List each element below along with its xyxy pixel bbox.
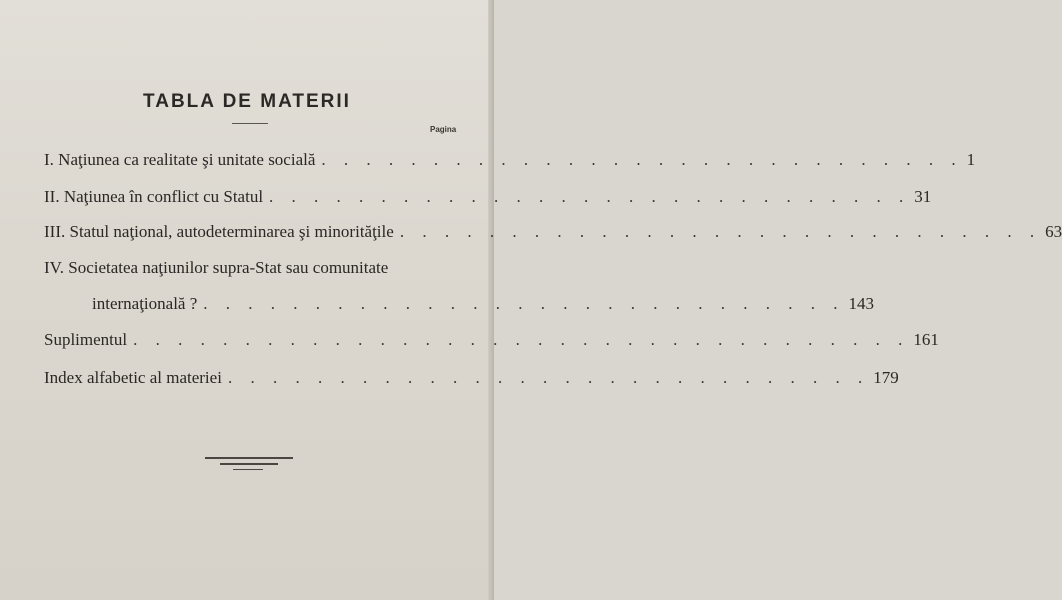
toc-entry-4-line-2: [92, 294, 875, 314]
toc-entry-5: [44, 330, 939, 350]
dot-leader: . . . . . . . . . . . . . . . . . . . . . . . . . . . . . . . . . . .: [133, 330, 910, 349]
toc-entry-title: Index alfabetic al materiei: [44, 368, 222, 387]
toc-entry-page: 143: [848, 294, 875, 313]
dot-leader: . . . . . . . . . . . . . . . . . . . . . . . . . . . . .: [399, 222, 1042, 241]
toc-entry-1: [44, 150, 976, 170]
toc-entry-2: [44, 187, 932, 207]
toc-entry-page: 63: [1045, 222, 1062, 241]
ornament-rule: [205, 457, 293, 459]
toc-entry-page: 161: [913, 330, 939, 349]
toc-entry-title: II. Naţiunea în conflict cu Statul: [44, 187, 264, 206]
dot-leader: . . . . . . . . . . . . . . . . . . . . . . . . . . . . .: [227, 368, 870, 387]
toc-entry-title: Suplimentul: [44, 330, 128, 349]
ornament-rule: [233, 469, 263, 470]
page-column-heading: Pagina: [430, 125, 457, 134]
toc-entry-title: internaţională ?: [92, 294, 198, 313]
title-underline: [232, 123, 268, 124]
toc-entry-4-line-1: IV. Societatea naţiunilor supra-Stat sau comunitate: [44, 258, 389, 277]
toc-entry-title: I. Naţiunea ca realitate şi unitate socială: [44, 150, 316, 169]
dot-leader: . . . . . . . . . . . . . . . . . . . . . . . . . . . . .: [269, 187, 911, 206]
dot-leader: . . . . . . . . . . . . . . . . . . . . . . . . . . . . .: [203, 294, 845, 313]
toc-entry-3: [44, 222, 1062, 242]
ornament-rule: [220, 463, 278, 465]
page-title: TABLA DE MATERII: [143, 91, 351, 112]
toc-entry-page: 179: [873, 368, 899, 387]
toc-entry-page: 1: [966, 150, 976, 169]
dot-leader: . . . . . . . . . . . . . . . . . . . . . . . . . . . . .: [321, 150, 963, 169]
toc-entry-page: 31: [914, 187, 932, 206]
toc-entry-6: [44, 368, 899, 388]
toc-entry-title: III. Statul naţional, autodeterminarea şi minorităţile: [44, 222, 394, 241]
